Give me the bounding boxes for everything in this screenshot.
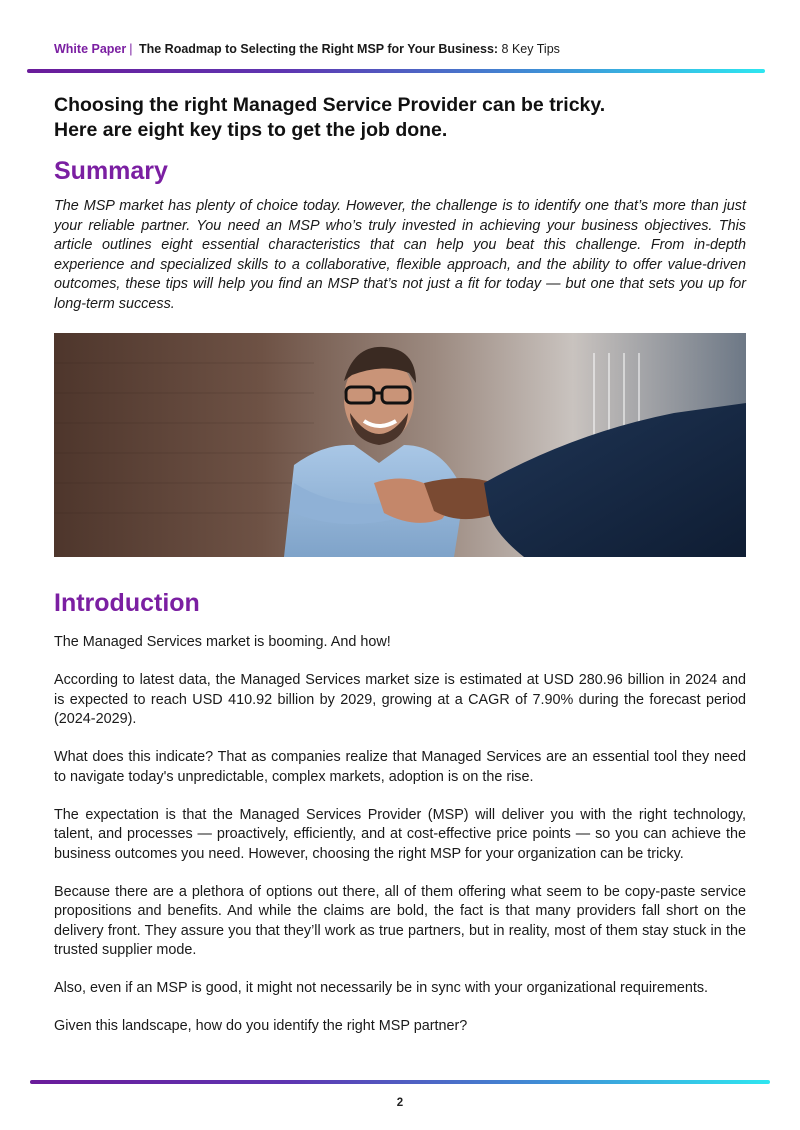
lead-line-1: Choosing the right Managed Service Provider can be tricky.	[54, 94, 606, 116]
handshake-photo	[54, 333, 746, 557]
page-number: 2	[396, 1097, 404, 1109]
introduction-body	[54, 633, 746, 1037]
summary-body: The MSP market has plenty of choice today. However, the challenge is to identify one that’s more than just your reliable partner. You need an MSP who’s truly invested in achieving your business objectives. This article outlines eight essential characteristics that can help you beat this challenge. From in-depth experience and specialized skills to a collaborative, flexible approach, and the ability to offer value-driven outcomes, these tips will help you find an MSP that’s not just a fit for today — but one that sets you up for long-term success.	[54, 198, 746, 312]
footer-divider	[30, 1080, 770, 1084]
lead-line-2: Here are eight key tips to get the job done.	[54, 119, 448, 141]
intro-paragraph: The expectation is that the Managed Services Provider (MSP) will deliver you with the right technology, talent, and processes — proactively, efficiently, and at cost-effective price points — so you can achieve the business outcomes you need. However, choosing the right MSP for your organization can be tricky.	[54, 806, 746, 862]
summary-heading: Summary	[54, 157, 168, 185]
intro-paragraph: What does this indicate? That as companies realize that Managed Services are an essential tool they need to navigate today's unpredictable, complex markets, adoption is on the rise.	[54, 749, 746, 785]
intro-paragraph: The Managed Services market is booming. And how!	[54, 634, 391, 650]
header-label: White Paper	[54, 42, 127, 56]
intro-paragraph: According to latest data, the Managed Services market size is estimated at USD 280.96 billion in 2024 and is expected to reach USD 410.92 billion by 2029, growing at a CAGR of 7.90% during the forecast period (2024-2029).	[54, 672, 746, 727]
intro-paragraph: Given this landscape, how do you identify the right MSP partner?	[54, 1018, 468, 1034]
running-header	[54, 42, 560, 56]
header-subtitle: 8 Key Tips	[501, 42, 560, 56]
handshake-illustration	[54, 333, 746, 557]
header-divider	[27, 69, 765, 73]
header-separator: |	[129, 42, 133, 56]
header-title: The Roadmap to Selecting the Right MSP for Your Business:	[138, 42, 499, 56]
intro-paragraph: Because there are a plethora of options out there, all of them offering what seem to be copy-paste service propositions and benefits. And while the claims are bold, the fact is that many providers fall short on the delivery front. They assure you that they’ll work as true partners, but in reality, most of them stay stuck in the trusted supplier mode.	[54, 883, 746, 958]
introduction-heading: Introduction	[54, 589, 200, 617]
lead-text	[54, 93, 746, 143]
page-content	[54, 93, 746, 1055]
intro-paragraph: Also, even if an MSP is good, it might not necessarily be in sync with your organizational requirements.	[54, 980, 709, 996]
